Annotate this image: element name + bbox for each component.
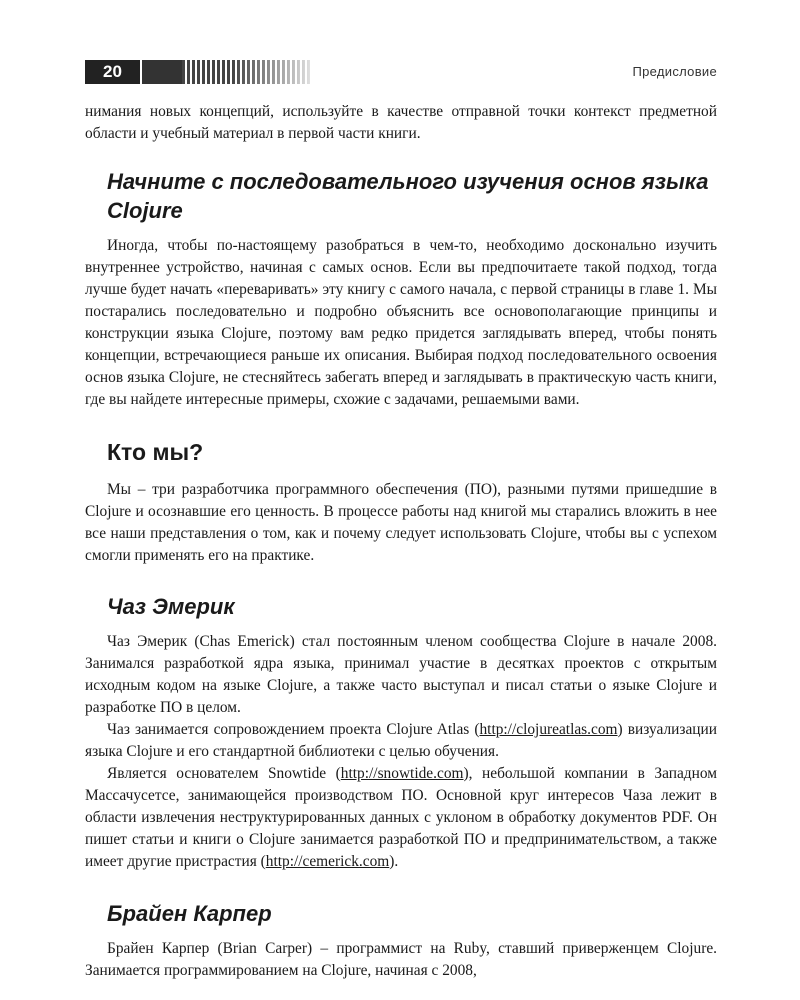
clojureatlas-link[interactable]: http://clojureatlas.com [479,721,618,738]
page-number: 20 [85,60,140,84]
intro-paragraph: нимания новых концепций, используйте в качестве отправной точки контекст предметной области и учебный материал в первой части книги. [85,103,717,142]
section-heading-chas: Чаз Эмерик [107,594,235,619]
running-head: Предисловие [632,64,717,79]
decorative-stripe-bar [142,60,312,84]
basics-paragraph: Иногда, чтобы по-настоящему разобраться в чем-то, необходимо досконально изучить внутреннее устройство, начиная с самых основ. Если вы предпочитаете такой подход, тогда лучше будет начать «переваривать» эту книгу с самого начала, с первой страницы в главе 1. Мы постарались последовательно и подробно объяснить все основополагающие принципы и конструкции языка Clojure, поэтому вам редко придется заглядывать вперед, чтобы понять концепции, встречающиеся раньше их описания. Выбирая подход последовательного освоения основ языка Clojure, не стесняйтесь забегать вперед и заглядывать в практическую часть книги, где вы найдете интересные примеры, схожие с задачами, решаемыми вами. [85,237,717,408]
section-heading-basics: Начните с последовательного изучения основ языка Clojure [107,169,709,223]
section-heading-brian: Брайен Карпер [107,901,272,926]
page-content [85,101,717,982]
brian-paragraph: Брайен Карпер (Brian Carper) – программист на Ruby, ставший приверженцем Clojure. Занимается программированием на Clojure, начиная с 2008, [85,940,717,979]
who-paragraph: Мы – три разработчика программного обеспечения (ПО), разными путями пришедшие в Clojure и осознавшие его ценность. В процессе работы над книгой мы старались вложить в нее все наши представления о том, как и почему следует использовать Clojure, чтобы вы с успехом смогли применять его на практике. [85,481,717,564]
chas-paragraph-1: Чаз Эмерик (Chas Emerick) стал постоянным членом сообщества Clojure в начале 2008. Занимался разработкой ядра языка, принимал участие в десятках проектов с открытым исходным кодом на языке Clojure, а также часто выступал и писал статьи о языке Clojure и разработке ПО в целом. [85,633,717,716]
cemerick-link[interactable]: http://cemerick.com [265,853,390,870]
chas-paragraph-3: Является основателем Snowtide (http://snowtide.com), небольшой компании в Западном Массачусетсе, занимающейся производством ПО. Основной круг интересов Чаза лежит в области извлечения неструктурированных данных с уклоном в обработку документов PDF. Он пишет статьи и книги о Clojure занимается разработкой ПО и предпринимательством, а также имеет другие пристрастия (http://cemerick.com). [85,765,718,870]
snowtide-link[interactable]: http://snowtide.com [340,765,464,782]
chas-paragraph-2: Чаз занимается сопровождением проекта Clojure Atlas (http://clojureatlas.com) визуализации языка Clojure и его стандартной библиотеки с целью обучения. [85,721,717,760]
section-heading-who: Кто мы? [107,439,204,465]
page-header [85,60,717,84]
